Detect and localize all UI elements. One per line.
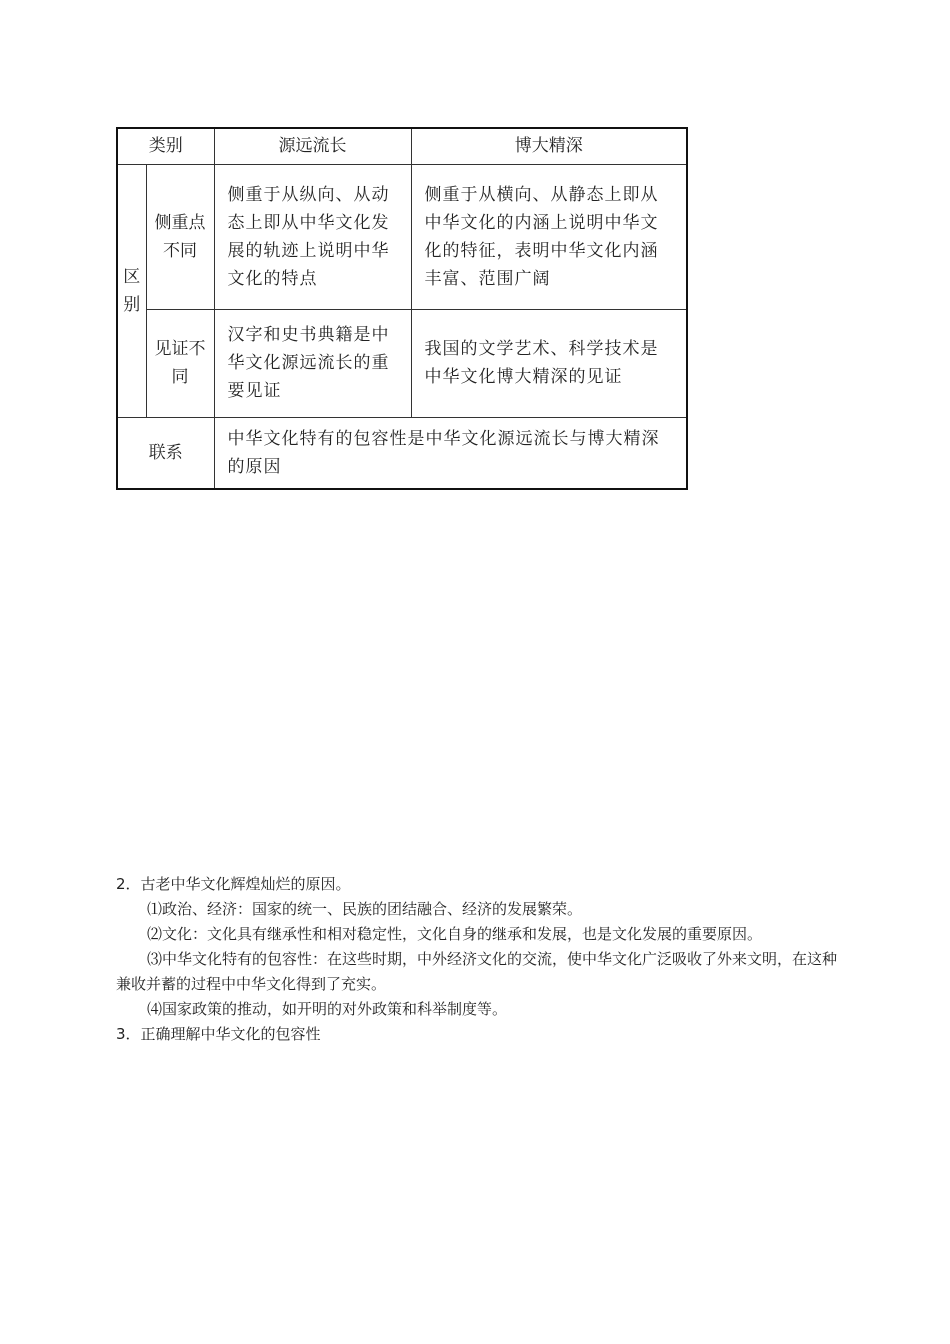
relation-row [117,417,687,489]
document-body [116,872,846,1047]
relation-text: 中华文化特有的包容性是中华文化源远流长与博大精深的原因 [214,417,687,489]
table-header-row [117,128,687,164]
section-2-title: 2．古老中华文化辉煌灿烂的原因。 [116,875,351,893]
relation-label: 联系 [117,417,214,489]
list-item: ⑶中华文化特有的包容性：在这些时期，中外经济文化的交流，使中华文化广泛吸收了外来文明，在这种兼收并蓄的过程中中华文化得到了充实。 [116,950,838,993]
row-cell-col2: 我国的文学艺术、科学技术是中华文化博大精深的见证 [411,309,687,417]
row-cell-col1: 汉字和史书典籍是中华文化源远流长的重要见证 [214,309,411,417]
difference-label: 区别 [117,164,146,417]
list-item: ⑵文化：文化具有继承性和相对稳定性，文化自身的继承和发展，也是文化发展的重要原因。 [147,925,763,943]
comparison-table [116,127,688,490]
header-col1: 源远流长 [214,128,411,164]
row-cell-col2: 侧重于从横向、从静态上即从中华文化的内涵上说明中华文化的特征，表明中华文化内涵丰富、范围广阔 [411,164,687,309]
list-item: ⑴政治、经济：国家的统一、民族的团结融合、经济的发展繁荣。 [147,900,583,918]
header-col2: 博大精深 [411,128,687,164]
table-row [117,309,687,417]
header-category: 类别 [117,128,214,164]
section-3-title: 3．正确理解中华文化的包容性 [116,1025,321,1043]
row-cell-col1: 侧重于从纵向、从动态上即从中华文化发展的轨迹上说明中华文化的特点 [214,164,411,309]
row-label: 见证不同 [146,309,214,417]
row-label: 侧重点不同 [146,164,214,309]
list-item: ⑷国家政策的推动，如开明的对外政策和科举制度等。 [147,1000,508,1018]
table-row [117,164,687,309]
